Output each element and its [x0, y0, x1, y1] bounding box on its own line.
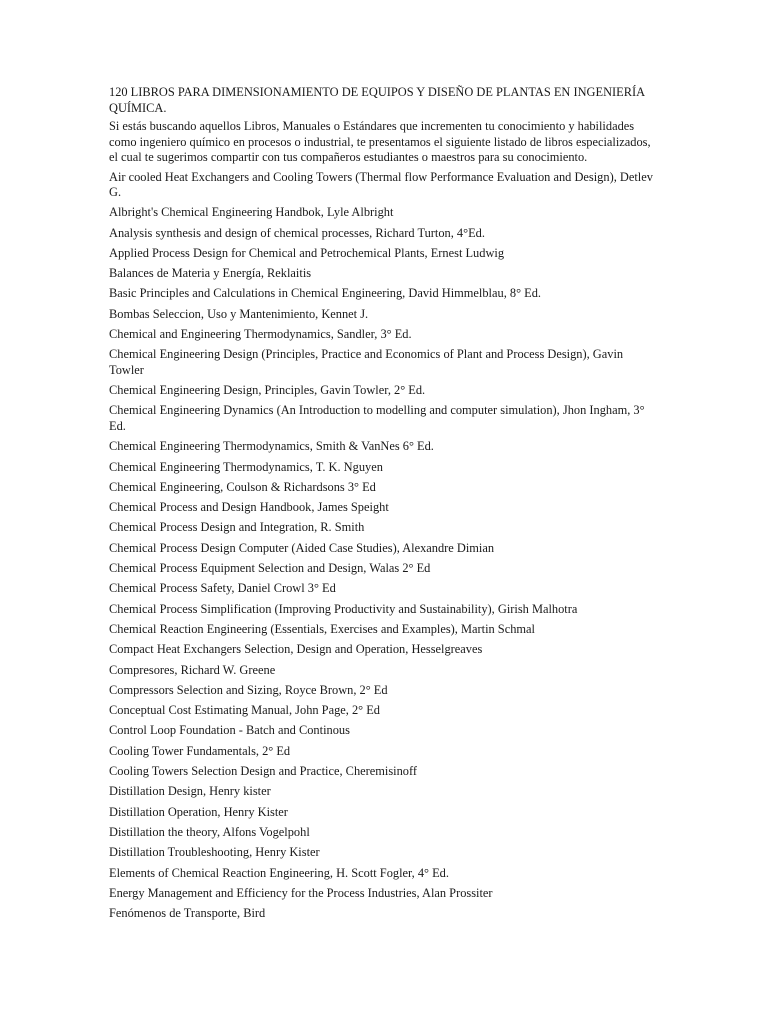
book-list-item: Bombas Seleccion, Uso y Mantenimiento, Kennet J. — [109, 306, 369, 321]
book-list-item: Fenómenos de Transporte, Bird — [109, 906, 266, 921]
document-intro: Si estás buscando aquellos Libros, Manuales o Estándares que incrementen tu conocimiento y habilidades como ingeniero químico en procesos o industrial, te presentamos el siguiente listado de libros especializados, el cual te sugerimos compartir con tus compañeros estudiantes o maestros para su conocimiento. — [109, 119, 651, 164]
book-list-item: Chemical Engineering Design (Principles, Practice and Economics of Plant and Process Design), Gavin Towler — [109, 347, 624, 377]
book-list-item: Chemical Engineering Design, Principles, Gavin Towler, 2° Ed. — [109, 383, 426, 398]
book-list-item: Chemical Engineering Dynamics (An Introduction to modelling and computer simulation), Jhon Ingham, 3° Ed. — [109, 403, 645, 433]
book-list-item: Chemical Engineering Thermodynamics, T. K. Nguyen — [109, 459, 383, 474]
book-list-item: Compact Heat Exchangers Selection, Design and Operation, Hesselgreaves — [109, 642, 483, 657]
book-list-item: Distillation the theory, Alfons Vogelpohl — [109, 824, 310, 839]
book-list-item: Distillation Design, Henry kister — [109, 784, 271, 799]
book-list-item: Applied Process Design for Chemical and Petrochemical Plants, Ernest Ludwig — [109, 245, 505, 260]
book-list-item: Air cooled Heat Exchangers and Cooling Towers (Thermal flow Performance Evaluation and Design), Detlev G. — [109, 169, 653, 199]
book-list-item: Albright's Chemical Engineering Handbok, Lyle Albright — [109, 205, 394, 220]
book-list-item: Basic Principles and Calculations in Chemical Engineering, David Himmelblau, 8° Ed. — [109, 286, 541, 301]
book-list-item: Chemical Engineering, Coulson & Richardsons 3° Ed — [109, 479, 376, 494]
book-list-item: Distillation Operation, Henry Kister — [109, 804, 288, 819]
book-list-item: Analysis synthesis and design of chemical processes, Richard Turton, 4°Ed. — [109, 225, 485, 240]
book-list-item: Chemical Engineering Thermodynamics, Smith & VanNes 6° Ed. — [109, 439, 434, 454]
book-list-item: Compresores, Richard W. Greene — [109, 662, 276, 677]
document-title: 120 LIBROS PARA DIMENSIONAMIENTO DE EQUIPOS Y DISEÑO DE PLANTAS EN INGENIERÍA QUÍMICA. — [109, 85, 645, 115]
book-list-item: Cooling Towers Selection Design and Practice, Cheremisinoff — [109, 764, 418, 779]
book-list-item: Chemical Process Design and Integration, R. Smith — [109, 520, 365, 535]
book-list-item: Cooling Tower Fundamentals, 2° Ed — [109, 743, 291, 758]
book-list-item: Chemical Process Safety, Daniel Crowl 3° Ed — [109, 581, 336, 596]
document-page — [109, 85, 659, 926]
book-list-item: Chemical Process Design Computer (Aided Case Studies), Alexandre Dimian — [109, 540, 495, 555]
book-list-item: Energy Management and Efficiency for the Process Industries, Alan Prossiter — [109, 885, 493, 900]
book-list-item: Chemical Process Equipment Selection and Design, Walas 2° Ed — [109, 561, 431, 576]
book-list-item: Compressors Selection and Sizing, Royce Brown, 2° Ed — [109, 682, 388, 697]
book-list-item: Chemical Reaction Engineering (Essentials, Exercises and Examples), Martin Schmal — [109, 621, 535, 636]
book-list-item: Control Loop Foundation - Batch and Continous — [109, 723, 350, 738]
book-list-item: Elements of Chemical Reaction Engineering, H. Scott Fogler, 4° Ed. — [109, 865, 449, 880]
book-list-item: Conceptual Cost Estimating Manual, John Page, 2° Ed — [109, 703, 380, 718]
book-list-item: Chemical Process and Design Handbook, James Speight — [109, 500, 389, 515]
book-list-item: Distillation Troubleshooting, Henry Kister — [109, 845, 320, 860]
book-list-item: Chemical and Engineering Thermodynamics, Sandler, 3° Ed. — [109, 327, 412, 342]
book-list-item: Chemical Process Simplification (Improving Productivity and Sustainability), Girish Malhotra — [109, 601, 578, 616]
book-list — [109, 170, 659, 922]
book-list-item: Balances de Materia y Energía, Reklaitis — [109, 266, 312, 281]
